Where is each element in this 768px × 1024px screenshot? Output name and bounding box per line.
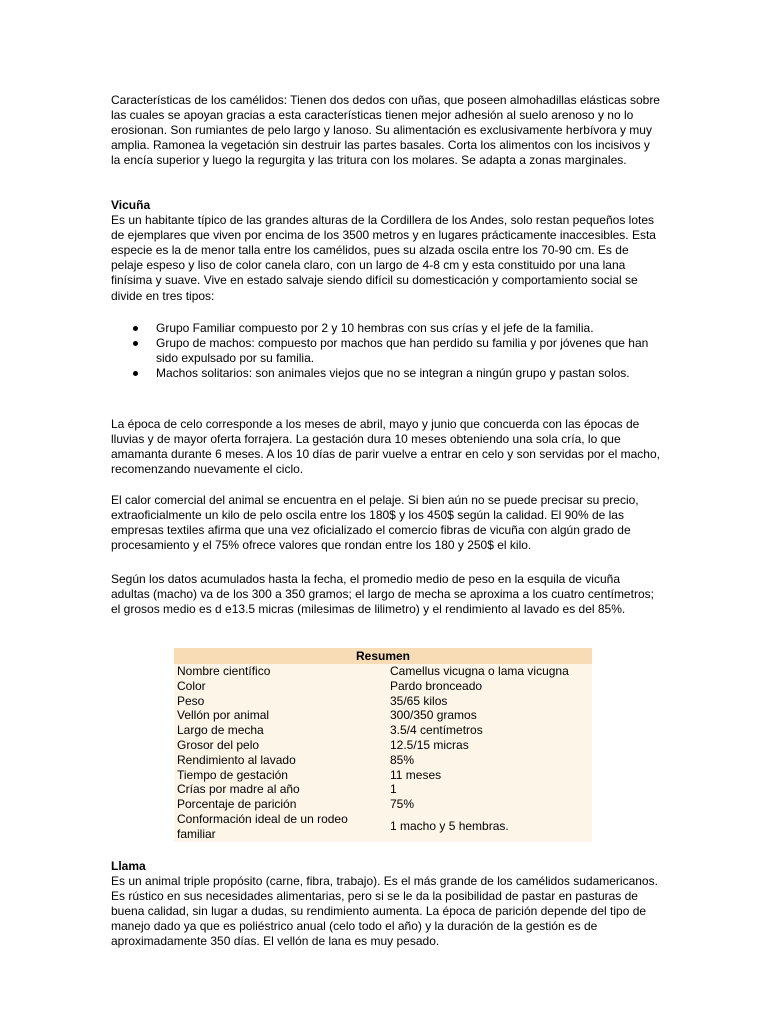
table-row: Tiempo de gestación 11 meses bbox=[177, 767, 442, 782]
llama-heading: Llama bbox=[111, 859, 146, 873]
llama-description: Es un animal triple propósito (carne, fibra, trabajo). Es el más grande de los camélidos sudamericanos. Es rústico en sus necesidades alimentarias, pero si se le da la posibilidad de pastar en pasturas de buena calidad, sin lugar a dudas, su rendimiento aumenta. La época de parición depende del tipo de manejo dado ya que es poliéstrico anual (celo todo el año) y la duración de la gestión es de aproximadamente 350 días. El vellón de lana es muy pesado. bbox=[111, 874, 658, 949]
table-row: Color Pardo bronceado bbox=[177, 678, 483, 693]
summary-table bbox=[174, 648, 592, 842]
summary-title: Resumen bbox=[174, 648, 592, 664]
vicuna-heading: Vicuña bbox=[111, 198, 151, 212]
table-row: Conformación ideal de un rodeo familiar 1 macho y 5 hembras. bbox=[177, 811, 509, 841]
vicuna-section bbox=[111, 198, 660, 304]
commerce-paragraph: El calor comercial del animal se encuentra en el pelaje. Si bien aún no se puede precisar su precio, extraoficialmente un kilo de pelo oscila entre los 180$ y los 450$ según la calidad. El 90% de las empresas textiles afirma que una vez oficializado el comercio fibras de vicuña con algún grado de procesamiento y el 75% ofrece valores que rondan entre los 180 y 250$ el kilo. bbox=[111, 493, 639, 553]
bullet-icon bbox=[133, 326, 138, 331]
table-row: Vellón por animal 300/350 gramos bbox=[177, 708, 477, 723]
table-row: Nombre científico Camellus vicugna o lama vicugna bbox=[177, 664, 569, 678]
llama-section bbox=[111, 859, 660, 950]
table-row: Largo de mecha 3.5/4 centímetros bbox=[177, 723, 483, 738]
shearing-paragraph: Según los datos acumulados hasta la fecha, el promedio medio de peso en la esquila de vicuña adultas (macho) va de los 300 a 350 gramos; el largo de mecha se aproxima a los cuatro centímetros; el grosos medio es d e13.5 micras (milesimas de lilimetro) y el rendimiento al lavado es del 85%. bbox=[111, 572, 654, 617]
bullet-icon bbox=[133, 341, 138, 346]
list-item: Machos solitarios: son animales viejos que no se integran a ningún grupo y pastan solos. bbox=[111, 366, 660, 381]
table-row: Crías por madre al año 1 bbox=[177, 782, 397, 797]
table-row: Grosor del pelo 12.5/15 micras bbox=[177, 737, 469, 752]
intro-paragraph: Características de los camélidos: Tienen dos dedos con uñas, que poseen almohadillas elásticas sobre las cuales se apoyan gracias a esta características tienen mejor adhesión al suelo arenoso y no lo erosionan. Son rumiantes de pelo largo y lanoso. Su alimentación es exclusivamente herbívora y muy amplia. Ramonea la vegetación sin destruir las partes basales. Corta los alimentos con los incisivos y la encía superior y luego la regurgita y las tritura con los molares. Se adapta a zonas marginales. bbox=[111, 93, 660, 168]
bullet-icon bbox=[133, 371, 138, 376]
list-item: Grupo de machos: compuesto por machos que han perdido su familia y por jóvenes que han sido expulsado por su familia. bbox=[111, 336, 660, 366]
vicuna-groups-list bbox=[111, 321, 660, 381]
table-row: Rendimiento al lavado 85% bbox=[177, 752, 415, 767]
table-row: Peso 35/65 kilos bbox=[177, 693, 448, 708]
list-item: Grupo Familiar compuesto por 2 y 10 hembras con sus crías y el jefe de la familia. bbox=[111, 321, 660, 336]
breeding-paragraph: La época de celo corresponde a los meses de abril, mayo y junio que concuerda con las épocas de lluvias y de mayor oferta forrajera. La gestación dura 10 meses obteniendo una sola cría, lo que amamanta durante 6 meses. A los 10 días de parir vuelve a entrar en celo y son servidas por el macho, recomenzando nuevamente el ciclo. bbox=[111, 417, 660, 477]
vicuna-description: Es un habitante típico de las grandes alturas de la Cordillera de los Andes, solo restan pequeños lotes de ejemplares que viven por encima de los 3500 metros y en lugares prácticamente inaccesibles. Esta especie es la de menor talla entre los camélidos, pues su alzada oscila entre los 70-90 cm. Es de pelaje espeso y liso de color canela claro, con un largo de 4-8 cm y esta constituido por una lana finísima y suave. Vive en estado salvaje siendo difícil su domesticación y comportamiento social se divide en tres tipos: bbox=[111, 213, 656, 303]
table-row: Porcentaje de parición 75% bbox=[177, 797, 415, 812]
